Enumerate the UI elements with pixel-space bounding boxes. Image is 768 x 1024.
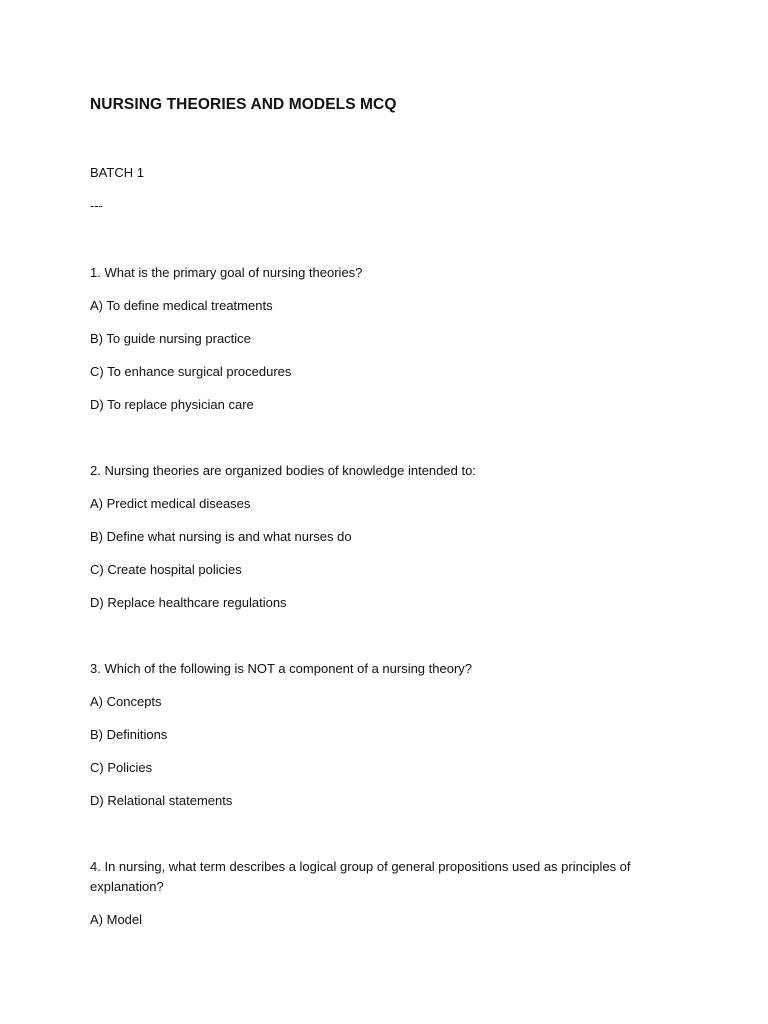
document-content [90, 95, 650, 976]
answer-option-a: A) Concepts [90, 694, 162, 709]
question-1 [90, 263, 650, 415]
answer-option-b: B) Definitions [90, 727, 168, 742]
answer-option-b: B) To guide nursing practice [90, 331, 251, 346]
question-2 [90, 461, 650, 613]
answer-option-c: C) Policies [90, 760, 153, 775]
answer-option-d: D) Replace healthcare regulations [90, 595, 287, 610]
answer-option-a: A) Model [90, 912, 143, 927]
answer-option-a: A) To define medical treatments [90, 298, 273, 313]
answer-option-c: C) To enhance surgical procedures [90, 364, 292, 379]
answer-option-b: B) Define what nursing is and what nurses do [90, 529, 352, 544]
answer-option-d: D) To replace physician care [90, 397, 254, 412]
question-3 [90, 659, 650, 811]
document-title: NURSING THEORIES AND MODELS MCQ [90, 96, 397, 113]
answer-option-d: D) Relational statements [90, 793, 233, 808]
batch-label: BATCH 1 [90, 165, 144, 180]
answer-option-c: C) Create hospital policies [90, 562, 242, 577]
question-text: 1. What is the primary goal of nursing theories? [90, 265, 363, 280]
separator-line: --- [90, 198, 103, 213]
answer-option-a: A) Predict medical diseases [90, 496, 251, 511]
question-text: 3. Which of the following is NOT a component of a nursing theory? [90, 661, 473, 676]
question-text: 2. Nursing theories are organized bodies of knowledge intended to: [90, 463, 476, 478]
question-text: 4. In nursing, what term describes a logical group of general propositions used as principles of explanation? [90, 859, 631, 894]
question-4 [90, 857, 650, 930]
question-list [90, 263, 650, 930]
